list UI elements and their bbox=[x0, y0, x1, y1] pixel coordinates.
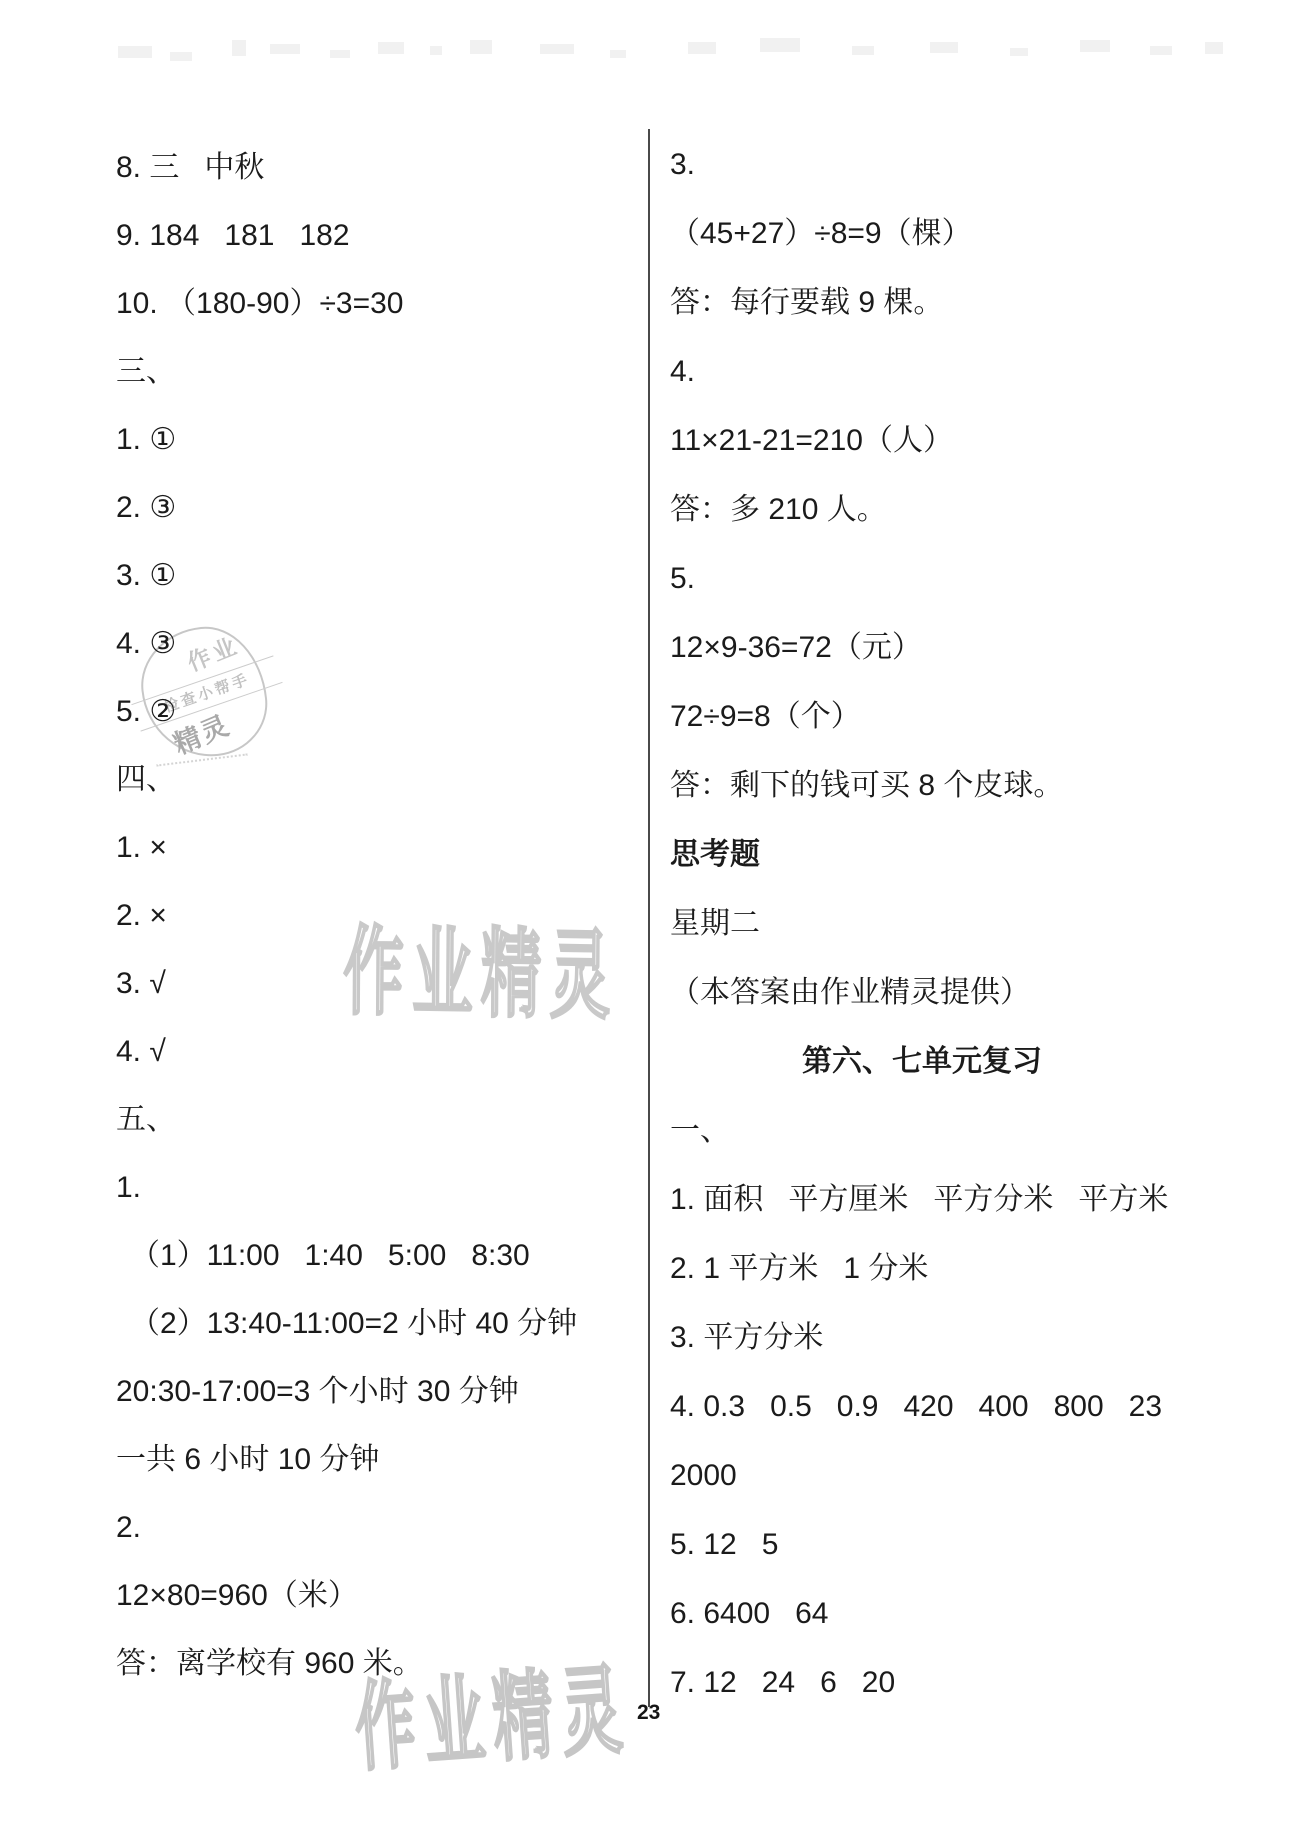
text-line: （1）11:00 1:40 5:00 8:30 bbox=[130, 1239, 530, 1272]
text-line: 第六、七单元复习 bbox=[802, 1045, 1042, 1078]
text-line: 3. ① bbox=[116, 559, 177, 592]
scan-artifact bbox=[118, 46, 152, 58]
text-line: （本答案由作业精灵提供） bbox=[670, 976, 1030, 1009]
text-line: （45+27）÷8=9（棵） bbox=[670, 217, 972, 250]
text-line: 8. 三 中秋 bbox=[116, 151, 265, 184]
text-line: 2000 bbox=[670, 1459, 737, 1492]
scan-artifact bbox=[270, 44, 300, 54]
text-line: 3. bbox=[670, 148, 696, 181]
text-line: 11×21-21=210（人） bbox=[670, 424, 953, 457]
text-line: 三、 bbox=[116, 355, 176, 388]
scan-artifact bbox=[470, 40, 492, 54]
scan-artifact bbox=[378, 42, 404, 54]
text-line: 2. ③ bbox=[116, 491, 177, 524]
text-line: 一共 6 小时 10 分钟 bbox=[116, 1443, 380, 1476]
text-line: 2. × bbox=[116, 899, 167, 932]
text-line: 1. bbox=[116, 1171, 142, 1204]
text-line: 10. （180-90）÷3=30 bbox=[116, 287, 404, 320]
right-column bbox=[670, 130, 1245, 1717]
text-line: 6. 6400 64 bbox=[670, 1597, 829, 1630]
text-line: 答：多 210 人。 bbox=[670, 493, 887, 526]
scan-artifact bbox=[852, 46, 874, 55]
watermark-bottom: 作业精灵 bbox=[351, 1654, 634, 1783]
text-line: 1. ① bbox=[116, 423, 177, 456]
text-line: 4. ③ bbox=[116, 627, 177, 660]
scan-artifact bbox=[170, 52, 192, 61]
text-line: 5. ② bbox=[116, 695, 177, 728]
scan-artifact bbox=[1150, 46, 1172, 55]
stamp-band-text: 检查小帮手 bbox=[131, 655, 282, 731]
scan-artifact bbox=[1010, 48, 1028, 56]
scan-artifact bbox=[688, 42, 716, 54]
text-line: 五、 bbox=[116, 1103, 176, 1136]
text-line: 12×80=960（米） bbox=[116, 1579, 358, 1612]
scan-artifact bbox=[610, 50, 626, 58]
text-line: （2）13:40-11:00=2 小时 40 分钟 bbox=[130, 1307, 578, 1340]
scan-artifact bbox=[232, 40, 246, 56]
text-line: 2. bbox=[116, 1511, 142, 1544]
text-line: 3. 平方分米 bbox=[670, 1321, 824, 1354]
text-line: 4. 0.3 0.5 0.9 420 400 800 23 bbox=[670, 1390, 1163, 1423]
page-number: 23 bbox=[637, 1701, 661, 1724]
text-line: 四、 bbox=[116, 763, 176, 796]
column-divider bbox=[648, 129, 650, 1707]
text-line: 9. 184 181 182 bbox=[116, 219, 350, 252]
text-line: 思考题 bbox=[670, 838, 760, 871]
scan-artifact bbox=[430, 46, 442, 55]
text-line: 答：每行要载 9 棵。 bbox=[670, 286, 944, 319]
scan-artifact bbox=[930, 42, 958, 53]
text-line: 4. √ bbox=[116, 1035, 166, 1068]
text-line: 1. 面积 平方厘米 平方分米 平方米 bbox=[670, 1183, 1169, 1216]
text-line: 一、 bbox=[670, 1114, 730, 1147]
text-line: 5. 12 5 bbox=[670, 1528, 779, 1561]
text-line: 20:30-17:00=3 个小时 30 分钟 bbox=[116, 1375, 519, 1408]
text-line: 5. bbox=[670, 562, 696, 595]
text-line: 12×9-36=72（元） bbox=[670, 631, 922, 664]
text-line: 7. 12 24 6 20 bbox=[670, 1666, 896, 1699]
text-line: 答：剩下的钱可买 8 个皮球。 bbox=[670, 769, 1064, 802]
scan-artifact bbox=[540, 44, 574, 54]
left-column bbox=[116, 134, 641, 1698]
text-line: 星期二 bbox=[670, 907, 760, 940]
scan-artifact bbox=[1205, 42, 1223, 54]
text-line: 答：离学校有 960 米。 bbox=[116, 1647, 423, 1680]
scan-artifact bbox=[1080, 40, 1110, 52]
text-line: 3. √ bbox=[116, 967, 166, 1000]
scan-artifact bbox=[760, 38, 800, 52]
text-line: 1. × bbox=[116, 831, 167, 864]
watermark-middle: 作业精灵 bbox=[343, 916, 620, 1031]
text-line: 2. 1 平方米 1 分米 bbox=[670, 1252, 929, 1285]
stamp-top-text: 作业 bbox=[183, 631, 244, 677]
scan-artifact bbox=[330, 50, 350, 58]
text-line: 4. bbox=[670, 355, 696, 388]
stamp-bottom-text: 精灵 bbox=[169, 709, 235, 760]
text-line: 72÷9=8（个） bbox=[670, 700, 861, 733]
